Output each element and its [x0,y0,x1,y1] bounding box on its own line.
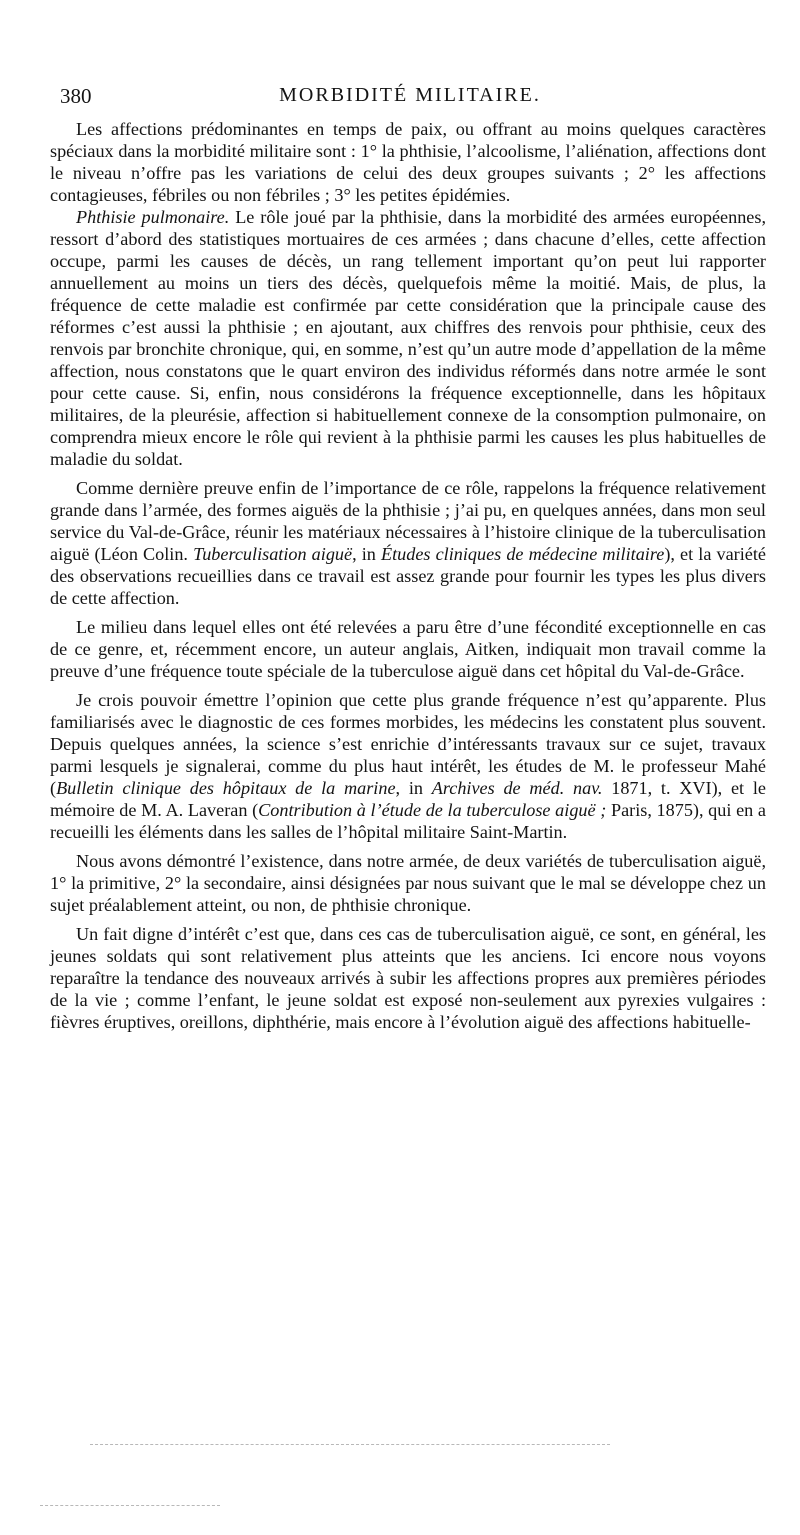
text-run: Le milieu dans lequel elles ont été relevées a paru être d’une fécondité exceptionnelle en cas de ce genre, et, récemment encore, un auteur anglais, Aitken, indiquait mon travail comme la preuve d’une fréquence toute spéciale de la tuberculose aiguë dans cet hôpital du Val-de-Grâce. [50,617,766,681]
footer-dashed-rule [90,1444,610,1445]
text-run: , in [395,778,432,798]
italic-run: Études cliniques de médecine militaire [380,544,665,564]
text-run: Paris, 1875), qui en a recueilli les éléments dans les salles de l’hôpital militaire Saint-Martin. [50,800,766,842]
running-title: MORBIDITÉ MILITAIRE. [279,84,541,106]
text-run: ), et la variété des observations recueillies dans ce travail est assez grande pour fournir les types les plus divers de cette affection. [50,544,766,608]
paragraph-intro [50,118,766,206]
text-run: Comme dernière preuve enfin de l’importance de ce rôle, rappelons la fréquence relativement grande dans l’armée, des formes aiguës de la phthisie ; j’ai pu, en quelques années, dans mon seul service du Val-de-Grâce, réunir les matériaux nécessaires à l’histoire clinique de la tuberculisation aiguë (Léon Colin. [50,478,766,564]
paragraph-frequence-apparente [50,689,766,843]
paragraph-jeunes-soldats [50,923,766,1033]
text-run: , in [352,544,381,564]
running-head [60,84,760,114]
italic-run: Contribution à l’étude de la tuberculose aiguë ; [258,800,607,820]
paragraph-milieu [50,616,766,682]
italic-run: Archives de méd. nav. [431,778,603,798]
italic-run: Tuberculisation aiguë [193,544,353,564]
text-run: Les affections prédominantes en temps de paix, ou offrant au moins quelques caractères spéciaux dans la morbidité militaire sont : 1° la phthisie, l’alcoolisme, l’aliénation, affections dont le niveau n’offre pas les variations de celui des deux groupes suivants ; 2° les affections contagieuses, fébriles ou non fébriles ; 3° les petites épidémies. [50,119,766,205]
paragraph-phthisie-pulmonaire [50,206,766,470]
text-run: Nous avons démontré l’existence, dans notre armée, de deux variétés de tuberculisation aiguë, 1° la primitive, 2° la secondaire, ainsi désignées par nous suivant que le mal se développe chez un sujet préalablement atteint, ou non, de phthisie chronique. [50,851,766,915]
text-run: 1871, t. XVI), et le mémoire de M. A. Laveran ( [50,778,766,820]
page-number: 380 [60,84,92,108]
italic-run: Phthisie pulmonaire. [76,207,230,227]
text-run: Je crois pouvoir émettre l’opinion que cette plus grande fréquence n’est qu’apparente. Plus familiarisés avec le diagnostic de ces formes morbides, les médecins les constatent plus souvent. Depuis quelques années, la science s’est enrichie d’intéressants travaux sur ce sujet, travaux parmi lesquels je signalerai, comme du plus haut intérêt, les études de M. le professeur Mahé ( [50,690,766,798]
footer-short-rule [40,1505,220,1506]
paragraph-formes-aigues [50,477,766,609]
paragraph-varietes [50,850,766,916]
text-run: Le rôle joué par la phthisie, dans la morbidité des armées européennes, ressort d’abord des statistiques mortuaires de ces armées ; dans chacune d’elles, cette affection occupe, parmi les causes de décès, un rang tellement important qu’on peut lui rapporter annuellement au moins un tiers des décès, quelquefois même la moitié. Mais, de plus, la fréquence de cette maladie est confirmée par cette considération que la principale cause des réformes c’est aussi la phthisie ; en ajoutant, aux chiffres des renvois pour phthisie, ceux des renvois par bronchite chronique, qui, en somme, n’est qu’un autre mode d’appellation de la même affection, nous constatons que le quart environ des individus réformés dans notre armée le sont pour cette cause. Si, enfin, nous considérons la fréquence exceptionnelle, dans les hôpitaux militaires, de la pleurésie, affection si habituellement connexe de la consomption pulmonaire, on comprendra mieux encore le rôle qui revient à la phthisie parmi les causes les plus habituelles de maladie du soldat. [50,207,766,469]
italic-run: Bulletin clinique des hôpitaux de la marine [56,778,396,798]
text-run: Un fait digne d’intérêt c’est que, dans ces cas de tuberculisation aiguë, ce sont, en général, les jeunes soldats qui sont relativement plus atteints que les anciens. Ici encore nous voyons reparaître la tendance des nouveaux arrivés à subir les affections propres aux premières périodes de la vie ; comme l’enfant, le jeune soldat est exposé non-seulement aux pyrexies vulgaires : fièvres éruptives, oreillons, diphthérie, mais encore à l’évolution aiguë des affections habituelle- [50,924,766,1032]
body-text [50,118,766,1033]
